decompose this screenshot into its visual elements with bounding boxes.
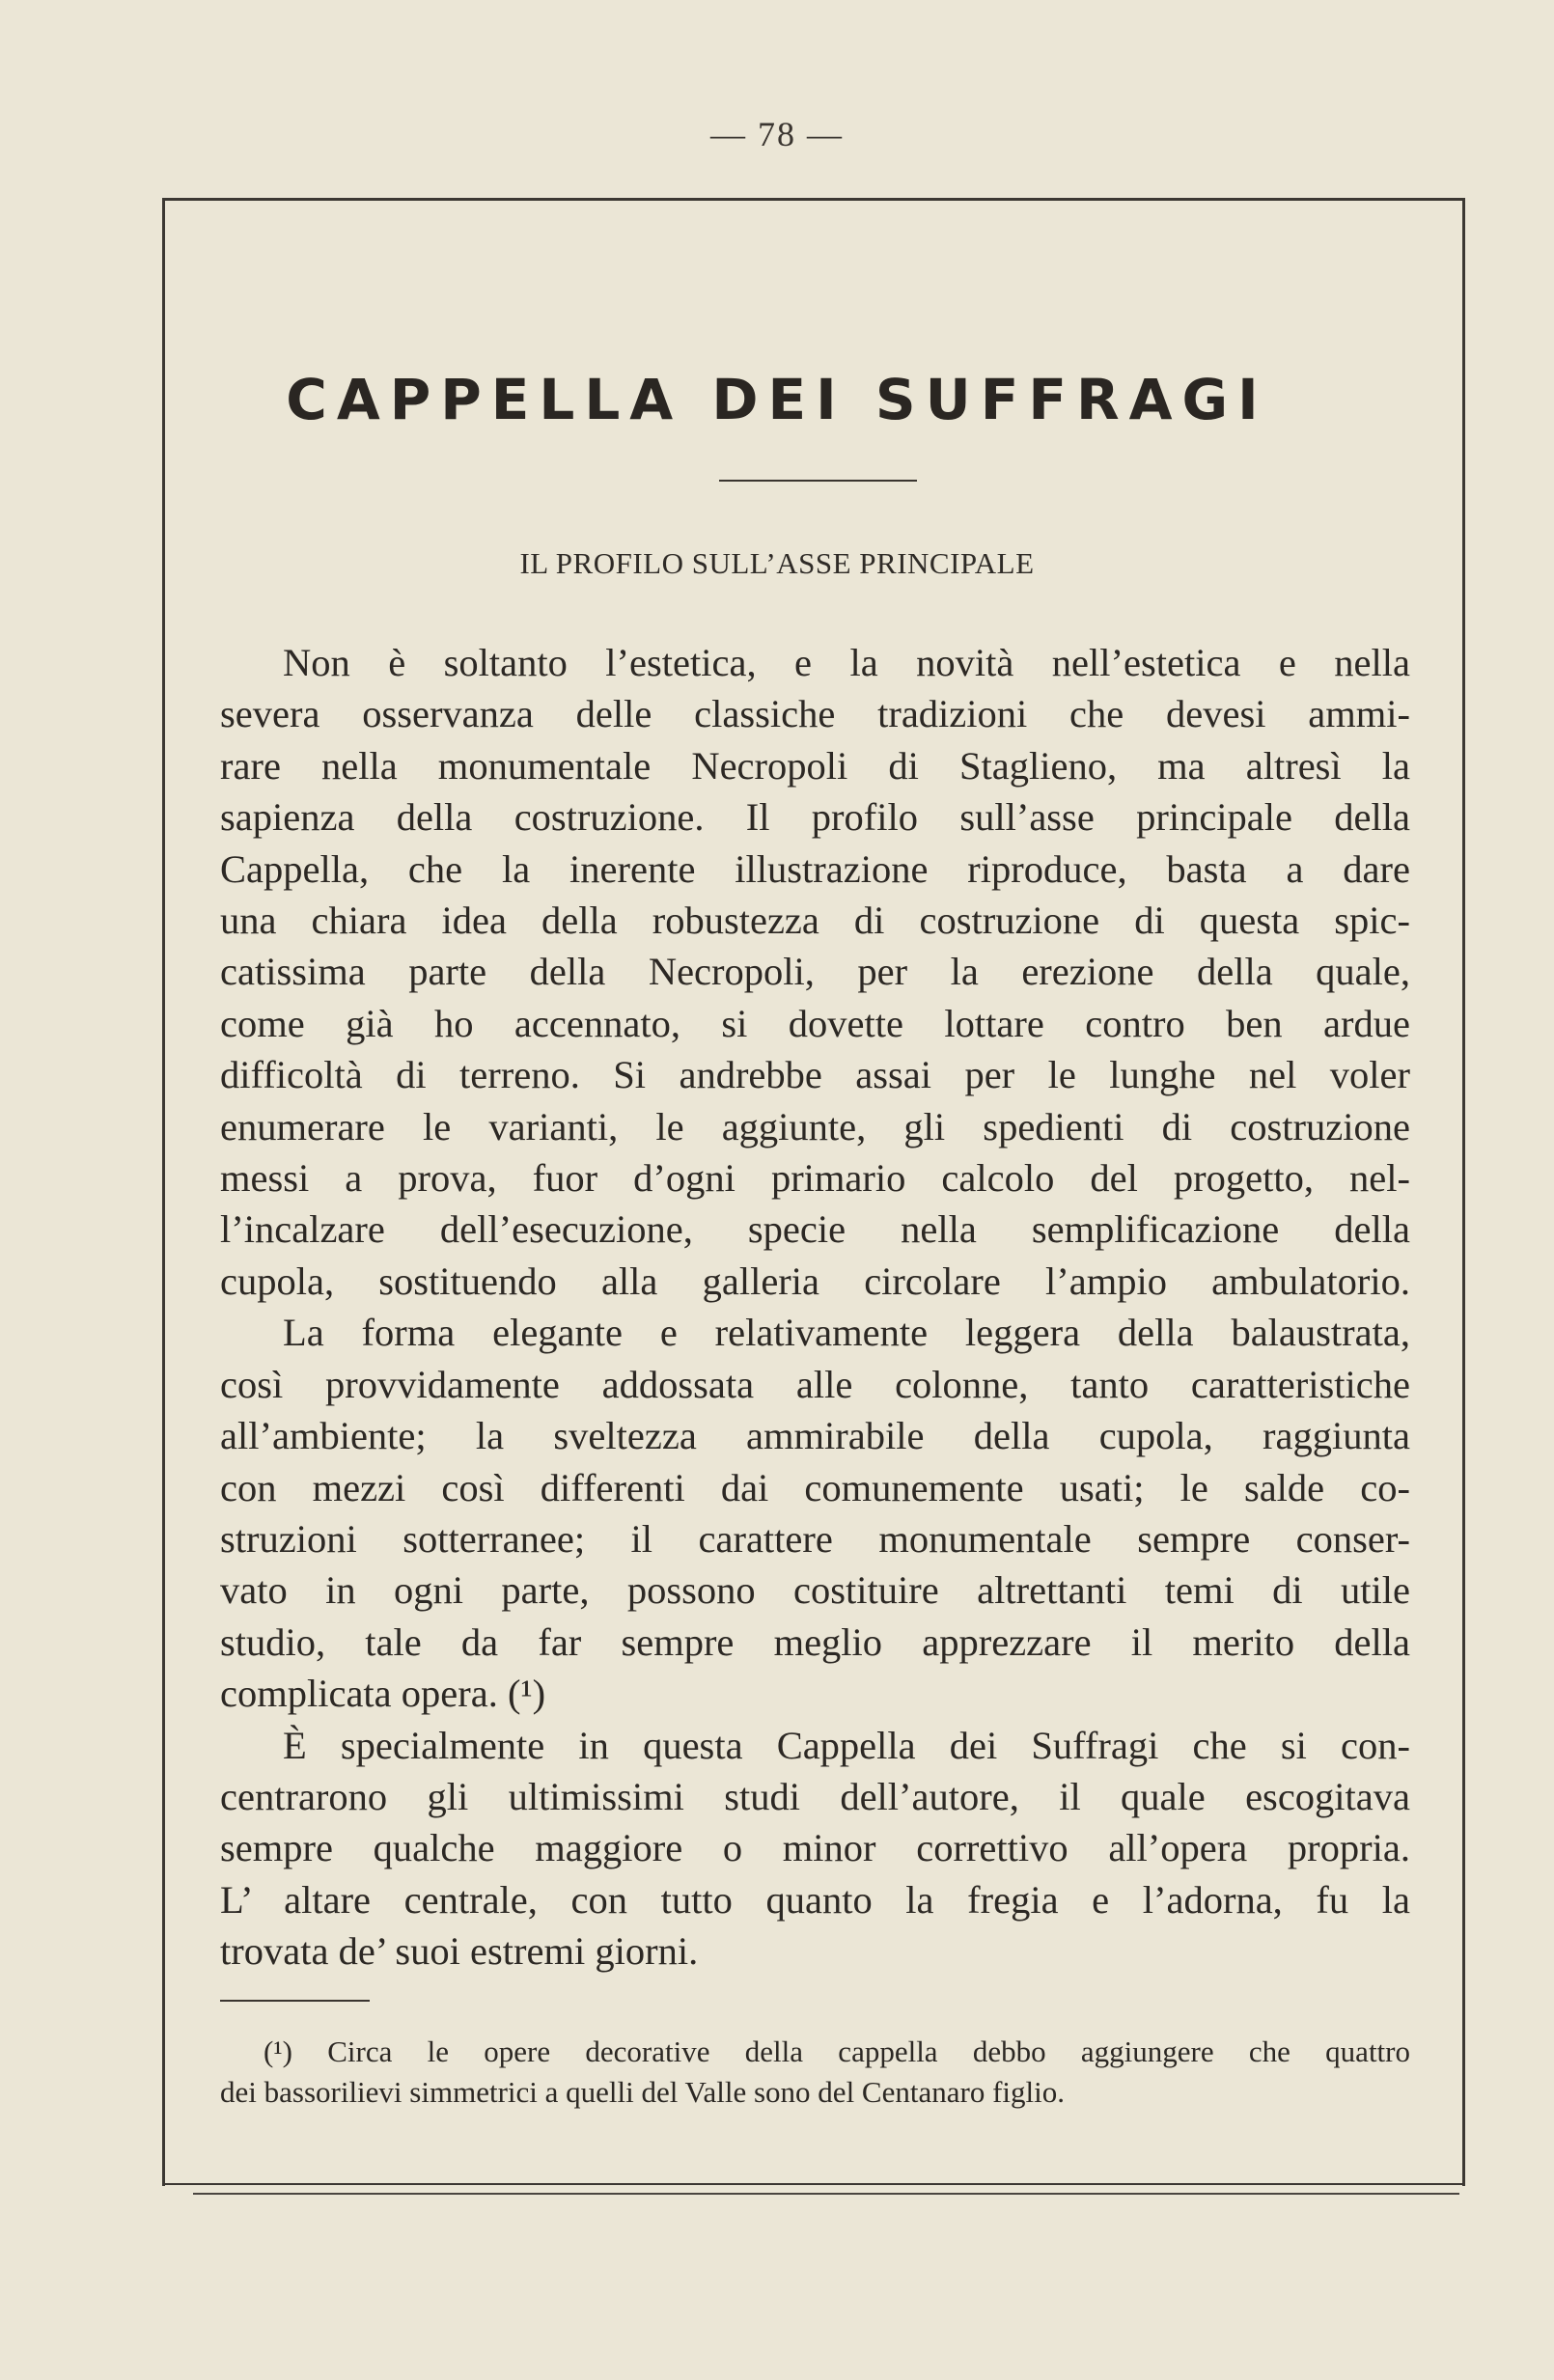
footnote-divider	[220, 2000, 370, 2002]
chapter-subtitle: IL PROFILO SULL’ASSE PRINCIPALE	[519, 546, 1035, 580]
footnote-line: (¹) Circa le opere decorative della cappella debbo aggiungere che quattro	[264, 2034, 1410, 2068]
text-line: catissima parte della Necropoli, per la erezione della quale,	[220, 950, 1410, 994]
text-line: Cappella, che la inerente illustrazione riproduce, basta a dare	[220, 846, 1410, 891]
text-line: cupola, sostituendo alla galleria circolare l’ampio ambulatorio.	[220, 1259, 1410, 1303]
text-line: severa osservanza delle classiche tradizioni che devesi ammi-	[220, 692, 1410, 736]
text-line: studio, tale da far sempre meglio apprezzare il merito della	[220, 1619, 1410, 1664]
text-line: rare nella monumentale Necropoli di Staglieno, ma altresì la	[220, 743, 1410, 788]
page-number: — 78 —	[710, 115, 844, 153]
chapter-title: CAPPELLA DEI SUFFRAGI	[286, 367, 1268, 432]
text-line: complicata opera. (¹)	[220, 1672, 546, 1716]
text-line: Non è soltanto l’estetica, e la novità nell’estetica e nella	[283, 641, 1410, 684]
text-line: È specialmente in questa Cappella dei Suffragi che si con-	[283, 1723, 1410, 1767]
text-line: sempre qualche maggiore o minor correttivo all’opera propria.	[220, 1826, 1410, 1870]
text-line: enumerare le varianti, le aggiunte, gli spedienti di costruzione	[220, 1104, 1410, 1148]
frame-bottom-rule-inner	[193, 2193, 1459, 2195]
text-line: difficoltà di terreno. Si andrebbe assai per le lunghe nel voler	[220, 1053, 1410, 1097]
text-line: vato in ogni parte, possono costituire altrettanti temi di utile	[220, 1568, 1410, 1613]
title-divider	[719, 480, 917, 482]
text-line: messi a prova, fuor d’ogni primario calcolo del progetto, nel-	[220, 1156, 1410, 1201]
text-line: La forma elegante e relativamente leggera della balaustrata,	[283, 1311, 1410, 1355]
footnote-line: dei bassorilievi simmetrici a quelli del Valle sono del Centanaro figlio.	[220, 2075, 1065, 2109]
frame-bottom-rule	[162, 2183, 1465, 2185]
text-line: come già ho accennato, si dovette lottare contro ben ardue	[220, 1001, 1410, 1045]
text-line: trovata de’ suoi estremi giorni.	[220, 1929, 699, 1974]
body-text	[220, 637, 1410, 1978]
text-line: l’incalzare dell’esecuzione, specie nella semplificazione della	[220, 1207, 1410, 1252]
text-line: L’ altare centrale, con tutto quanto la fregia e l’adorna, fu la	[220, 1877, 1410, 1922]
text-line: così provvidamente addossata alle colonne, tanto caratteristiche	[220, 1362, 1410, 1406]
text-line: all’ambiente; la sveltezza ammirabile della cupola, raggiunta	[220, 1414, 1410, 1458]
text-line: struzioni sotterranee; il carattere monumentale sempre conser-	[220, 1516, 1410, 1561]
text-line: con mezzi così differenti dai comunemente usati; le salde co-	[220, 1465, 1410, 1509]
text-line: una chiara idea della robustezza di costruzione di questa spic-	[220, 899, 1410, 943]
text-line: centrarono gli ultimissimi studi dell’autore, il quale escogitava	[220, 1774, 1410, 1818]
text-line: sapienza della costruzione. Il profilo sull’asse principale della	[220, 795, 1410, 840]
footnotes	[220, 2032, 1410, 2113]
